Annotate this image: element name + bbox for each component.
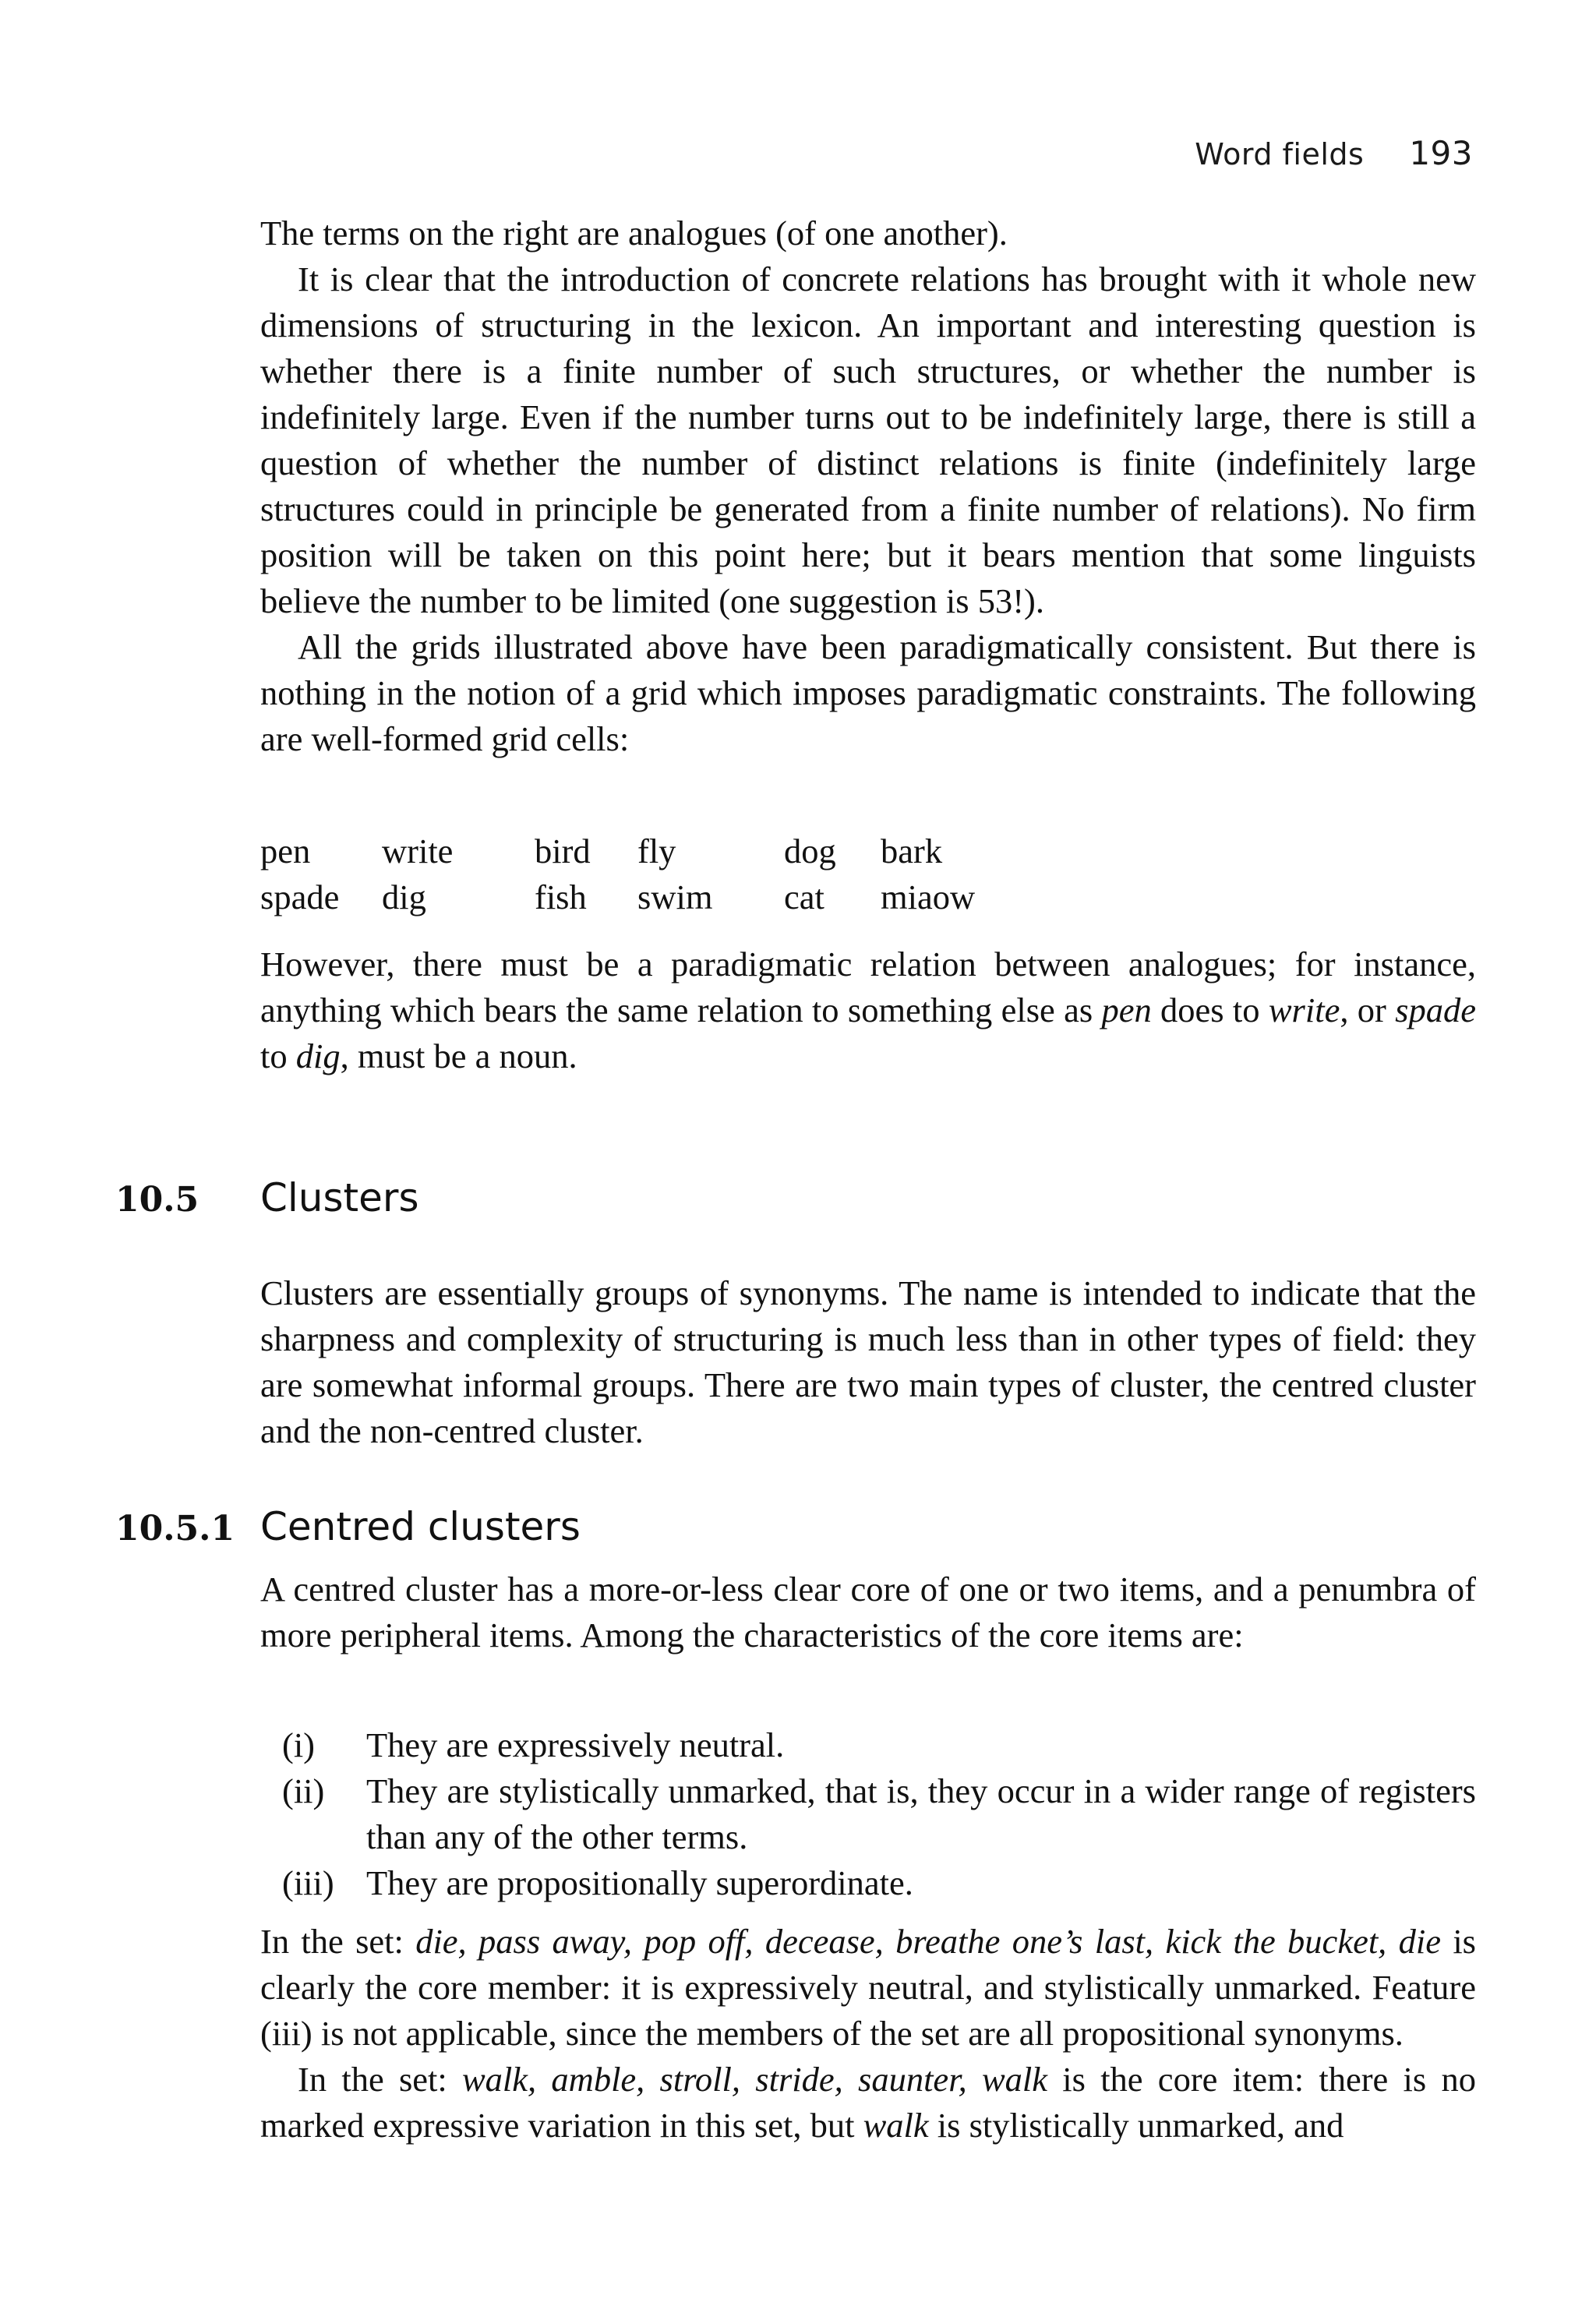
italic-term: write bbox=[1268, 991, 1340, 1029]
section-title: Clusters bbox=[260, 1175, 419, 1220]
section-title: Centred clusters bbox=[260, 1504, 581, 1549]
section-number: 10.5 bbox=[115, 1180, 200, 1220]
paragraph-analogues: The terms on the right are analogues (of one another). bbox=[260, 214, 1008, 253]
running-head bbox=[1195, 134, 1473, 172]
text-run: is stylistically unmarked, and bbox=[928, 2106, 1344, 2145]
grid-cell: dig bbox=[382, 878, 426, 916]
grid-cell: spade bbox=[260, 878, 340, 916]
grid-cell: dog bbox=[784, 832, 836, 871]
body-text-centred-clusters bbox=[260, 1566, 1476, 1658]
page-number: 193 bbox=[1409, 134, 1473, 172]
italic-term: walk bbox=[863, 2106, 929, 2145]
grid-cell: pen bbox=[260, 832, 311, 871]
list-marker: (i) bbox=[282, 1725, 316, 1764]
list-item-text: They are propositionally superordinate. bbox=[366, 1863, 913, 1902]
italic-term: die, pass away, pop off, decease, breathe one’s last, kick the bucket, die bbox=[415, 1922, 1441, 1961]
text-run: , or bbox=[1340, 991, 1396, 1029]
grid-cell: bark bbox=[881, 832, 943, 871]
list-item-text: They are expressively neutral. bbox=[366, 1725, 785, 1764]
list-item bbox=[260, 1860, 1476, 1906]
text-run: In the set: bbox=[260, 1922, 416, 1961]
italic-term: walk, amble, stroll, stride, saunter, walk bbox=[462, 2060, 1047, 2099]
section-heading-clusters bbox=[115, 1175, 419, 1220]
body-text-bottom bbox=[260, 1919, 1476, 2149]
running-head-title: Word fields bbox=[1195, 137, 1365, 171]
text-run: is the core item: there is no marked expressive variation in this set, but bbox=[260, 2060, 1476, 2145]
text-run: to bbox=[260, 1036, 296, 1075]
body-text-clusters bbox=[260, 1270, 1476, 1454]
list-item-text: They are stylistically unmarked, that is, they occur in a wider range of registers than any of the other terms. bbox=[366, 1771, 1476, 1856]
grid-cell: fly bbox=[637, 832, 676, 871]
paragraph-grids: All the grids illustrated above have been paradigmatically consistent. But there is nothing in the notion of a grid which imposes paradigmatic constraints. The following are well-formed grid cells: bbox=[260, 627, 1476, 758]
italic-term: pen bbox=[1101, 991, 1152, 1029]
paragraph-concrete-relations: It is clear that the introduction of concrete relations has brought with it whole new dimensions of structuring in the lexicon. An important and interesting question is whether there is a finite number of such structures, or whether the number is indefinitely large. Even if the number turns out to be indefinitely large, there is still a question of whether the number of distinct relations is finite (indefinitely large structures could in principle be generated from a finite number of relations). No firm position will be taken on this point here; but it bears mention that some linguists believe the number to be limited (one suggestion is 53!). bbox=[260, 260, 1476, 620]
paragraph-centred-clusters: A centred cluster has a more-or-less clear core of one or two items, and a penumbra of more peripheral items. Among the characteristics of the core items are: bbox=[260, 1570, 1476, 1655]
body-text-top bbox=[260, 210, 1476, 762]
core-characteristics-list bbox=[260, 1722, 1476, 1906]
text-run: is clearly the core member: it is expressively neutral, and stylistically unmarked. Feature (iii) is not applicable, since the members of the set are all propositional synonyms. bbox=[260, 1922, 1477, 2053]
text-run: However, there must be a paradigmatic relation between analogues; for instance, anything which bears the same relation to something else as bbox=[260, 945, 1476, 1029]
paragraph-walk-set bbox=[260, 2057, 1476, 2149]
list-item bbox=[260, 1722, 1476, 1768]
grid-cell: swim bbox=[637, 878, 713, 916]
paragraph-die-set bbox=[260, 1919, 1476, 2057]
list-marker: (ii) bbox=[282, 1771, 325, 1810]
text-run: , must be a noun. bbox=[340, 1036, 577, 1075]
body-text-analogues-relation bbox=[260, 941, 1476, 1079]
grid-cell: fish bbox=[535, 878, 587, 916]
paragraph-paradigmatic-relation bbox=[260, 941, 1476, 1079]
grid-cell: write bbox=[382, 832, 454, 871]
italic-term: spade bbox=[1395, 991, 1476, 1029]
text-run: does to bbox=[1151, 991, 1269, 1029]
grid-cell: miaow bbox=[881, 878, 976, 916]
section-number: 10.5.1 bbox=[115, 1509, 235, 1549]
paragraph-clusters: Clusters are essentially groups of synonyms. The name is intended to indicate that the sharpness and complexity of structuring is much less than in other types of field: they are somewhat informal groups. There are two main types of cluster, the centred cluster and the non-centred cluster. bbox=[260, 1273, 1476, 1450]
list-item bbox=[260, 1768, 1476, 1860]
italic-term: dig bbox=[295, 1036, 341, 1075]
section-heading-centred-clusters bbox=[115, 1504, 581, 1549]
grid-cell: bird bbox=[535, 832, 591, 871]
grid-cell: cat bbox=[784, 878, 824, 916]
text-run: In the set: bbox=[298, 2060, 462, 2099]
list-marker: (iii) bbox=[282, 1863, 334, 1902]
